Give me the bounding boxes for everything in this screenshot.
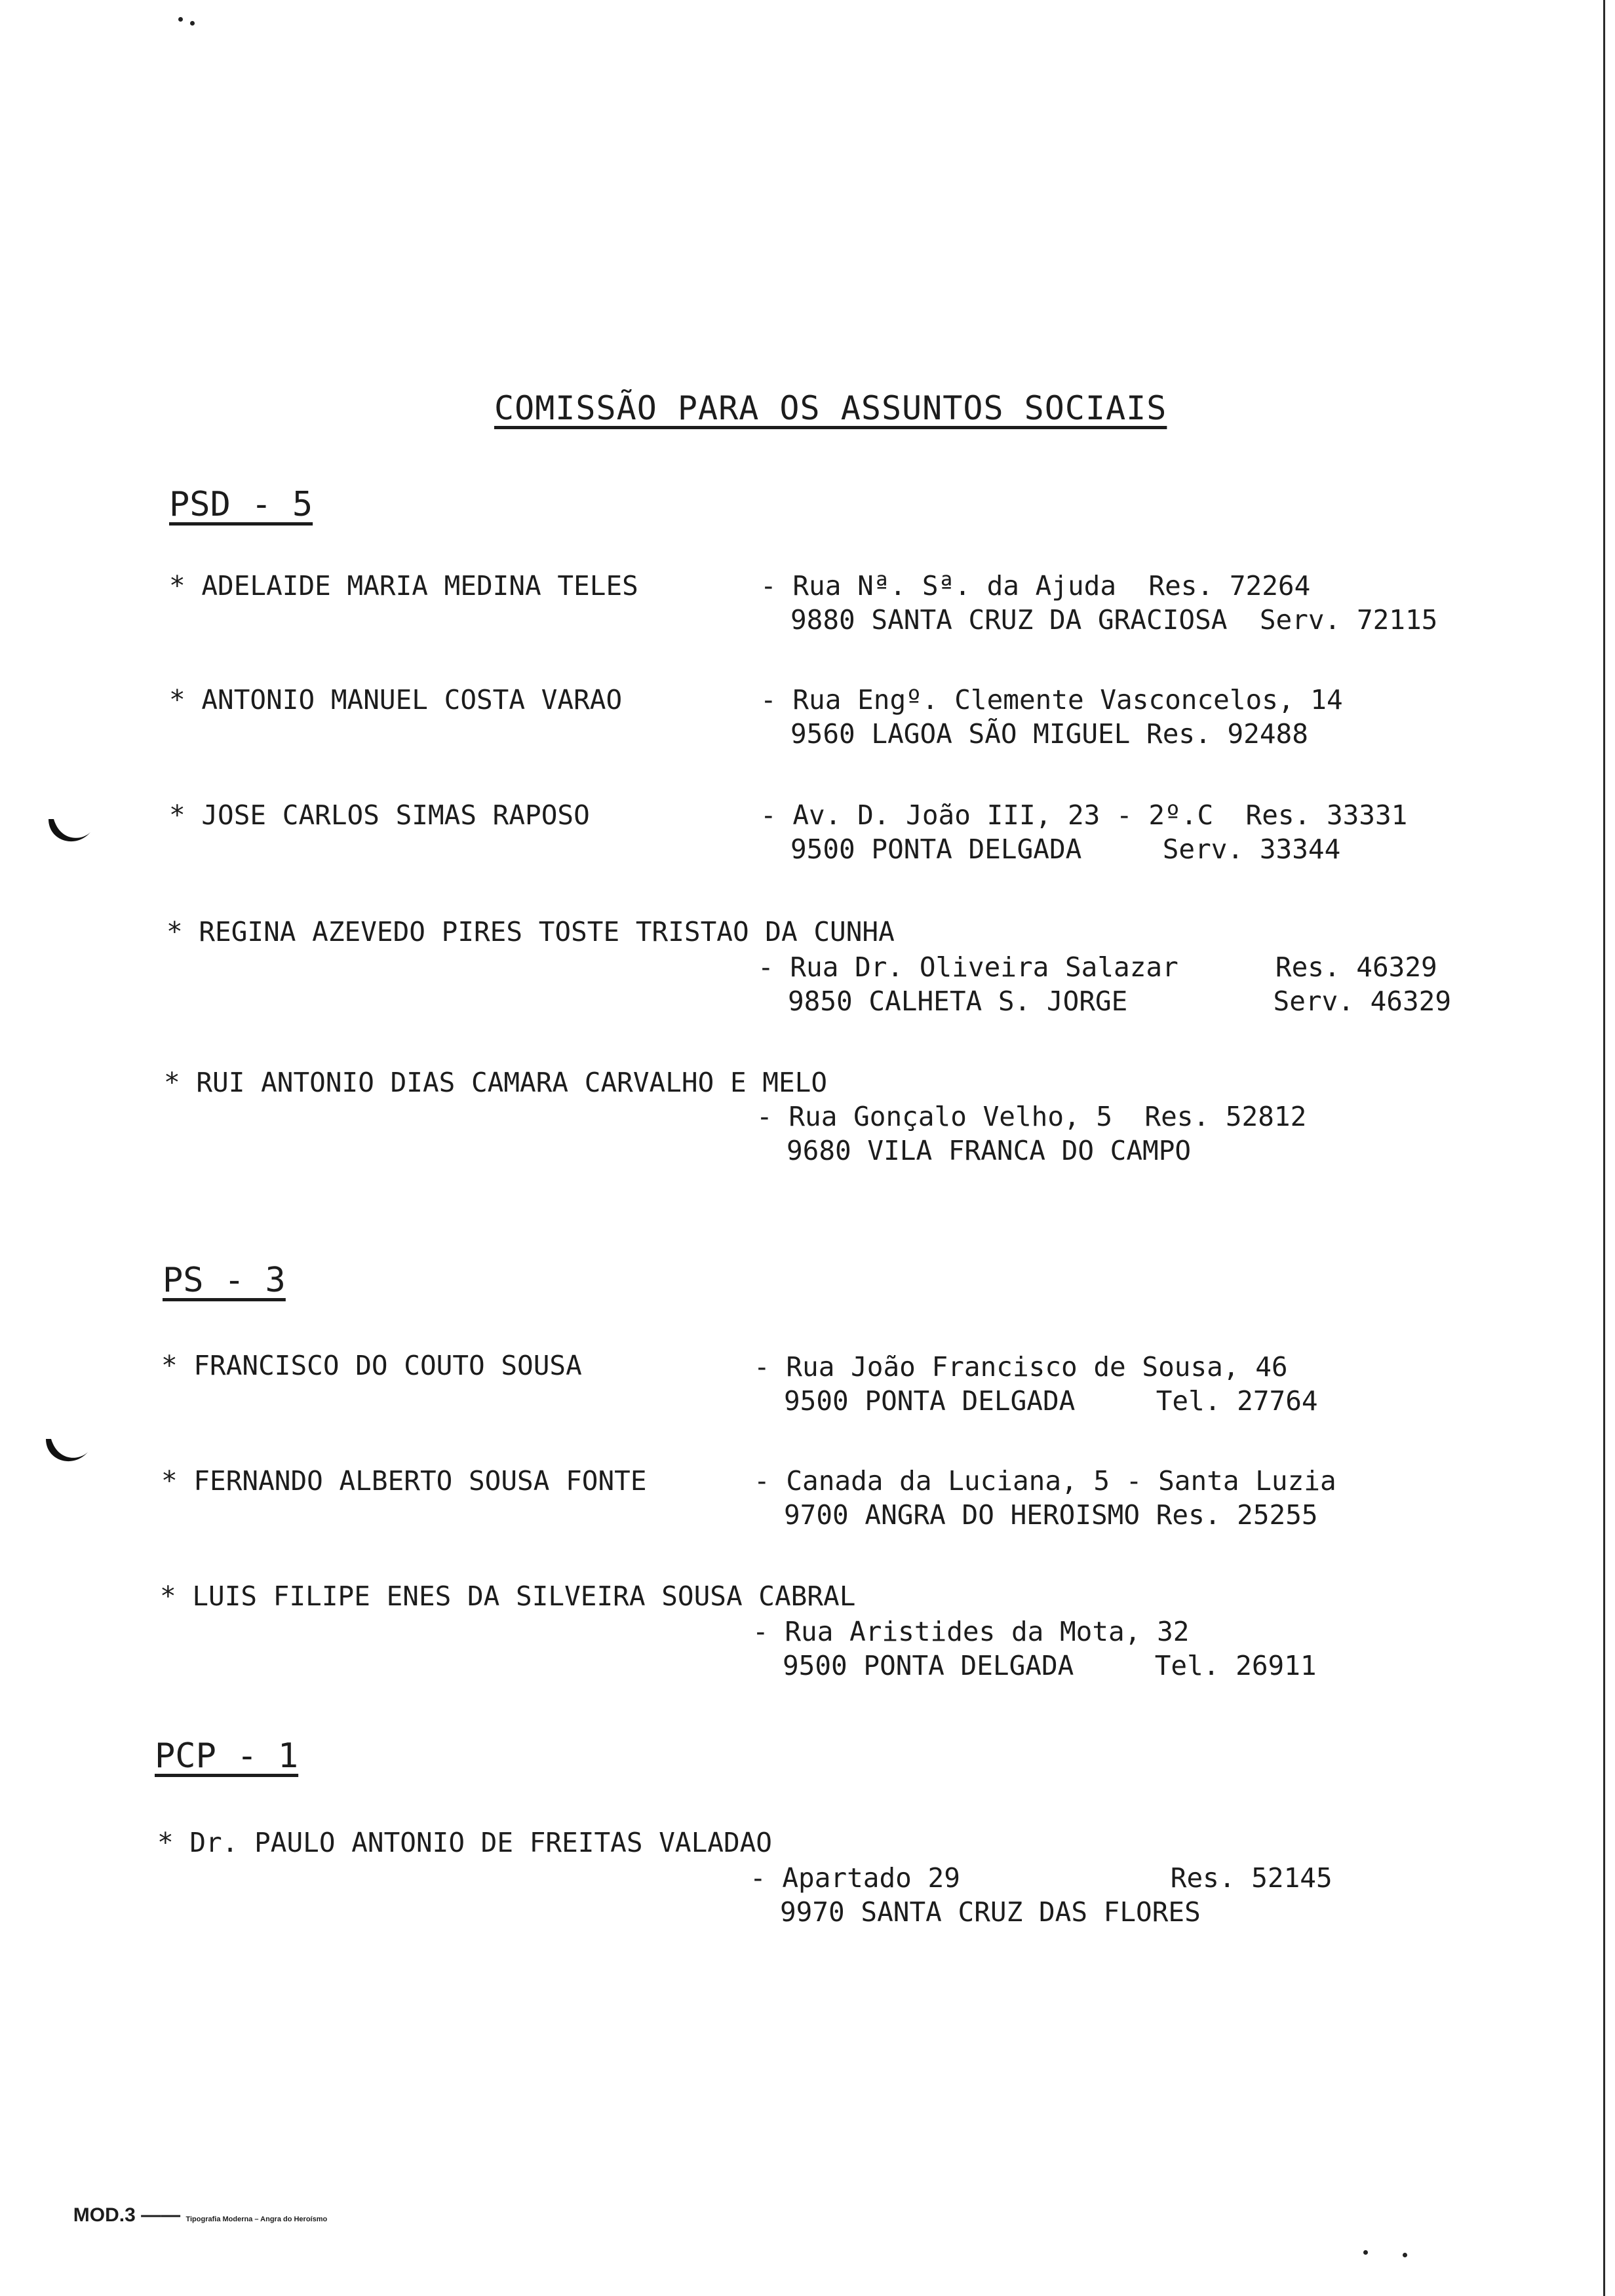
member-address-line-1: - Av. D. João III, 23 - 2º.C Res. 33331 — [760, 799, 1408, 831]
member-address-line-1: - Canada da Luciana, 5 - Santa Luzia — [754, 1465, 1336, 1497]
punch-hole-mark-icon — [45, 813, 93, 852]
corner-mark-dot — [190, 21, 195, 26]
footer-form-number: MOD.3 — [73, 2204, 136, 2226]
member-address-line-1: - Rua Aristides da Mota, 32 — [752, 1616, 1190, 1647]
member-name: * ANTONIO MANUEL COSTA VARAO — [169, 684, 623, 716]
member-address-line-1: - Rua Engº. Clemente Vasconcelos, 14 — [760, 684, 1343, 716]
right-edge-line — [1603, 0, 1605, 2296]
member-name: * FRANCISCO DO COUTO SOUSA — [161, 1350, 582, 1381]
member-address-line-1: - Rua Gonçalo Velho, 5 Res. 52812 — [756, 1101, 1307, 1132]
corner-mark-dot — [1363, 2250, 1368, 2255]
member-name: * FERNANDO ALBERTO SOUSA FONTE — [161, 1465, 647, 1497]
member-address-line-1: - Rua Nª. Sª. da Ajuda Res. 72264 — [760, 570, 1311, 602]
member-address-line-2: 9880 SANTA CRUZ DA GRACIOSA Serv. 72115 — [790, 604, 1438, 636]
member-address-line-2: 9500 PONTA DELGADA Serv. 33344 — [790, 833, 1341, 865]
member-name: * REGINA AZEVEDO PIRES TOSTE TRISTAO DA CUNHA — [166, 916, 895, 947]
corner-mark-dot — [1403, 2253, 1407, 2257]
member-address-line-2: 9850 CALHETA S. JORGE Serv. 46329 — [788, 985, 1452, 1017]
member-address-line-2: 9700 ANGRA DO HEROISMO Res. 25255 — [784, 1499, 1318, 1531]
member-address-line-1: - Rua Dr. Oliveira Salazar Res. 46329 — [758, 951, 1437, 983]
member-address-line-2: 9500 PONTA DELGADA Tel. 26911 — [783, 1650, 1317, 1681]
member-name: * ADELAIDE MARIA MEDINA TELES — [169, 570, 638, 602]
member-address-line-1: - Apartado 29 Res. 52145 — [750, 1862, 1333, 1894]
member-address-line-2: 9970 SANTA CRUZ DAS FLORES — [780, 1896, 1201, 1928]
footer-printer-mark — [62, 2192, 327, 2238]
party-heading-ps: PS - 3 — [163, 1261, 286, 1300]
member-address-line-2: 9680 VILA FRANCA DO CAMPO — [787, 1135, 1192, 1166]
member-name: * LUIS FILIPE ENES DA SILVEIRA SOUSA CABRAL — [160, 1580, 856, 1612]
party-heading-psd: PSD - 5 — [169, 485, 313, 524]
party-heading-pcp: PCP - 1 — [155, 1736, 299, 1776]
footer-printer-name: Tipografia Moderna – Angra do Heroísmo — [185, 2215, 328, 2223]
member-name: * Dr. PAULO ANTONIO DE FREITAS VALADAO — [157, 1827, 772, 1858]
punch-hole-mark-icon — [42, 1432, 90, 1472]
page-title: COMISSÃO PARA OS ASSUNTOS SOCIAIS — [494, 389, 1167, 427]
member-address-line-1: - Rua João Francisco de Sousa, 46 — [754, 1351, 1288, 1383]
member-address-line-2: 9500 PONTA DELGADA Tel. 27764 — [784, 1385, 1318, 1417]
member-name: * RUI ANTONIO DIAS CAMARA CARVALHO E MELO — [164, 1067, 828, 1098]
member-name: * JOSE CARLOS SIMAS RAPOSO — [169, 799, 590, 831]
corner-mark-dot — [178, 17, 183, 22]
member-address-line-2: 9560 LAGOA SÃO MIGUEL Res. 92488 — [790, 718, 1308, 750]
footer-dash: —— — [135, 2204, 186, 2226]
